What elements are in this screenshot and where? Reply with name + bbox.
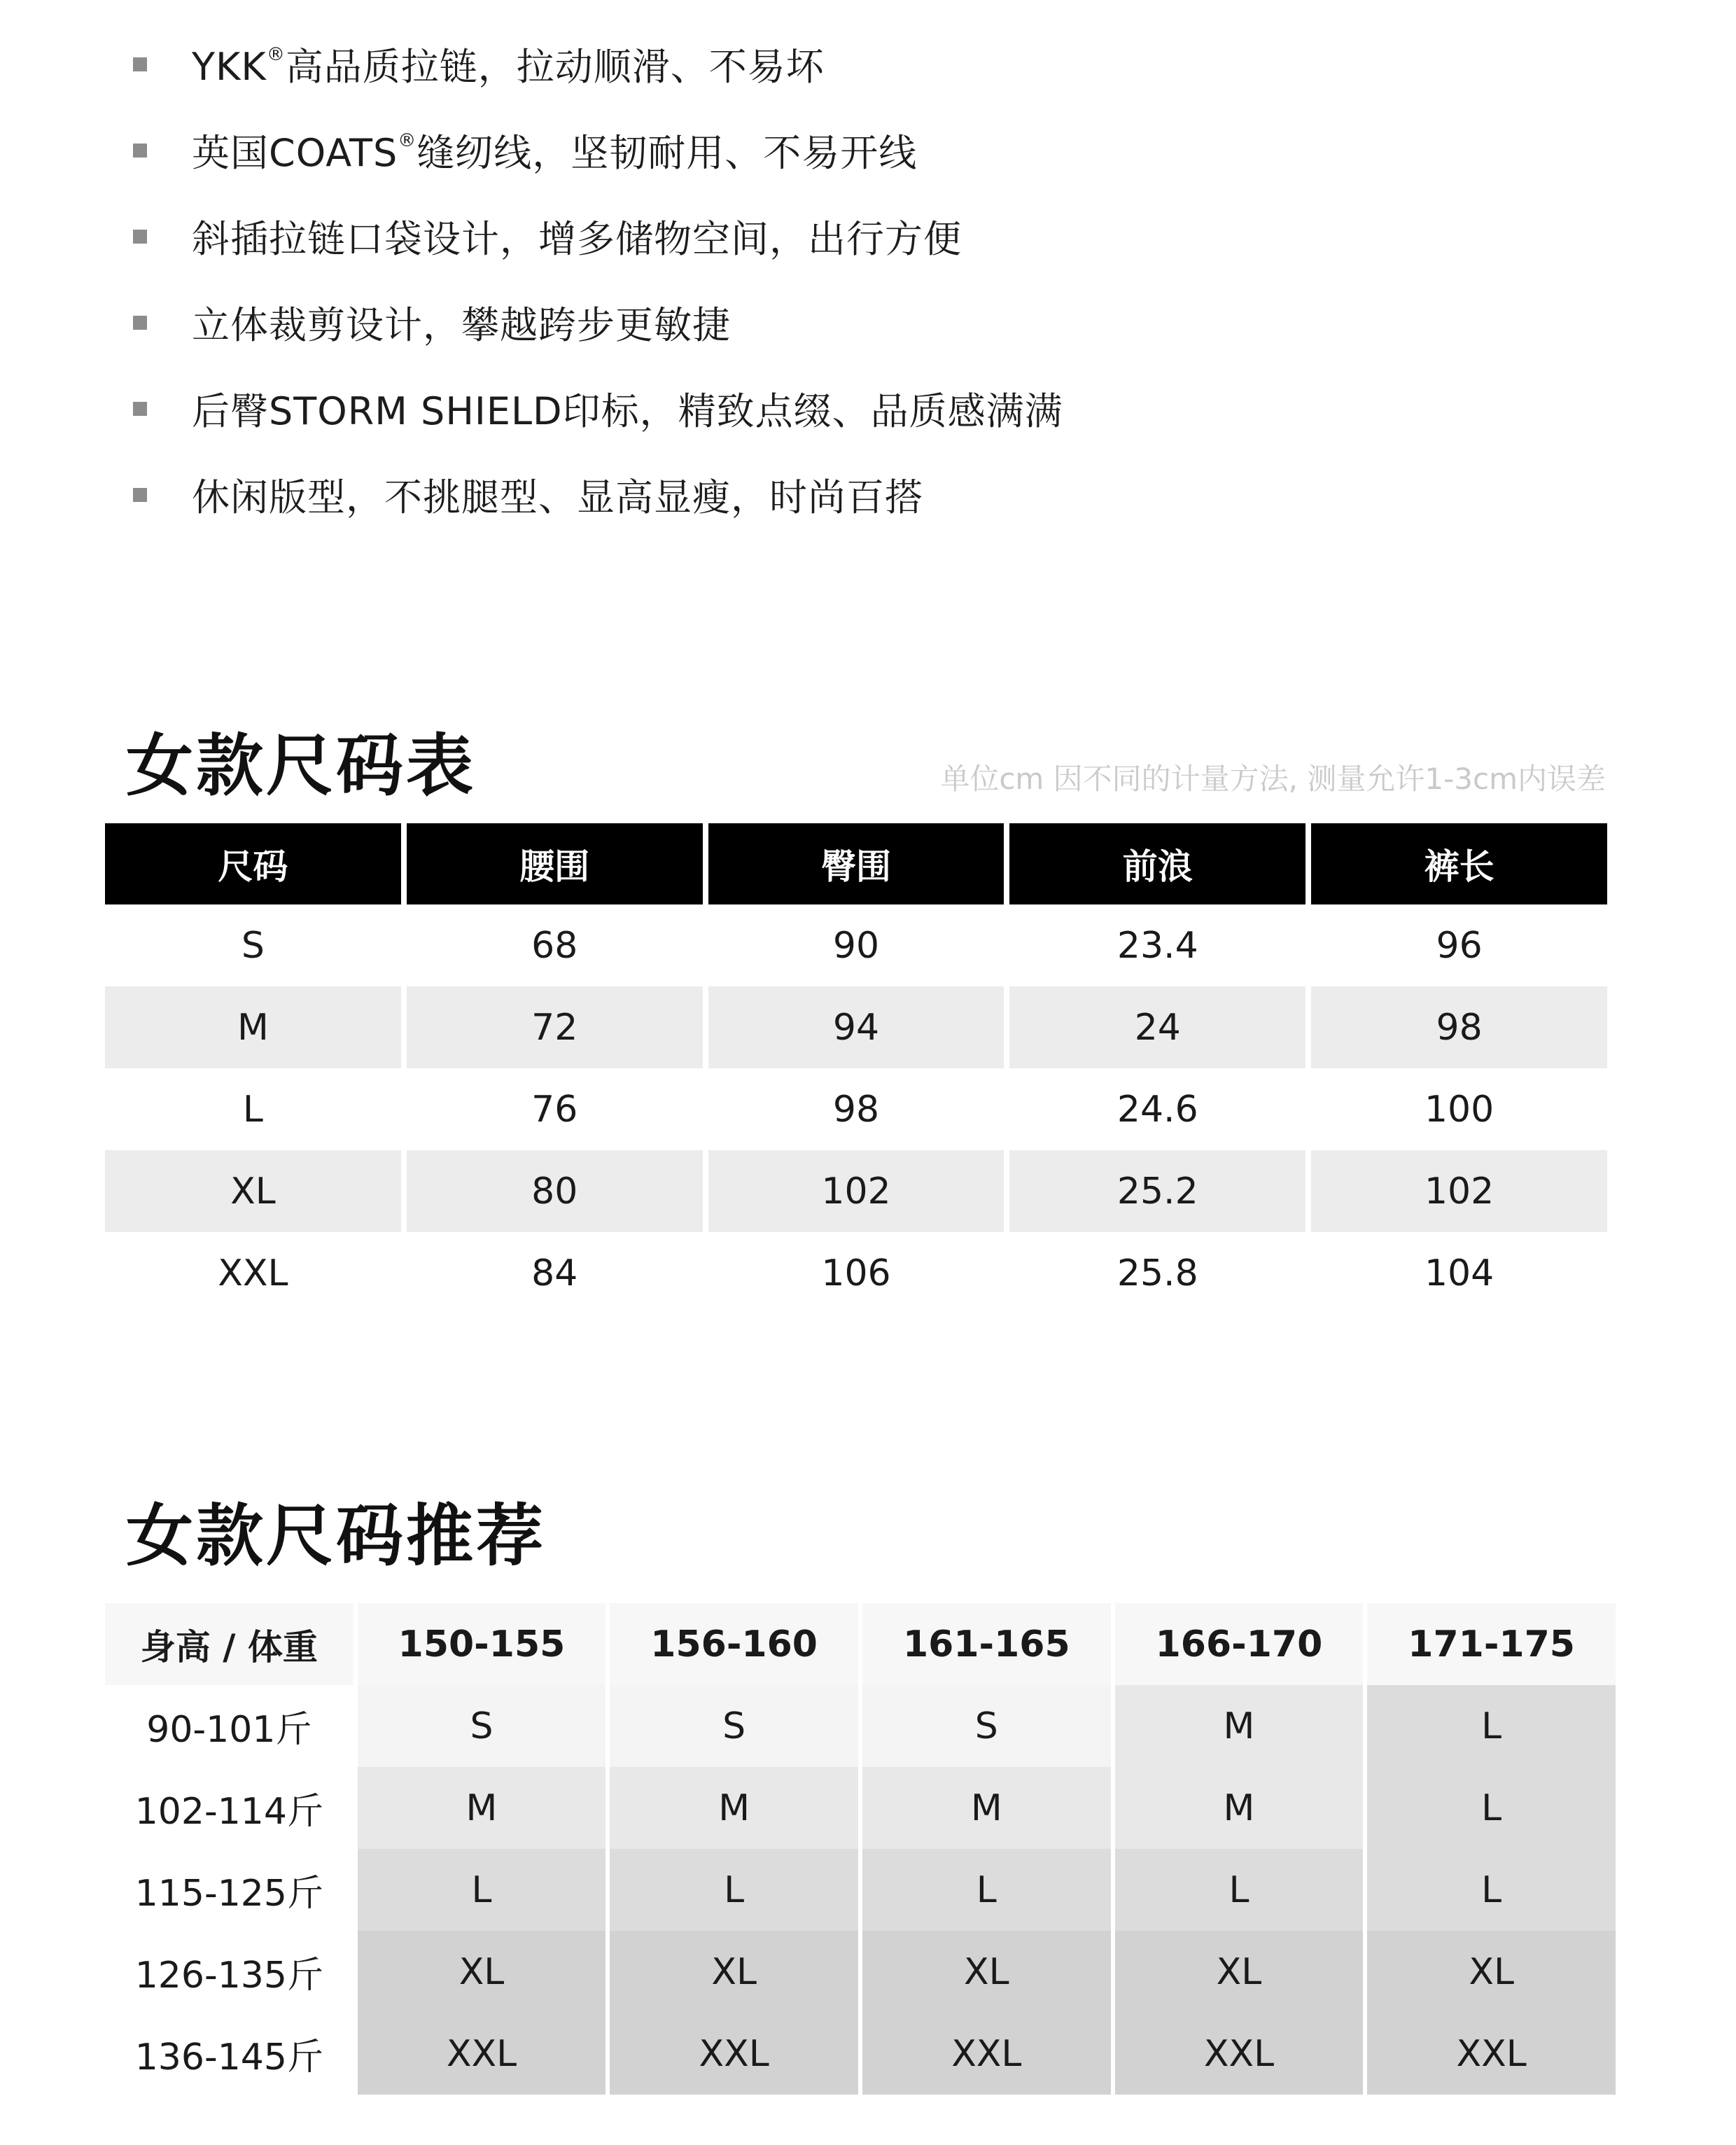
weight-label: 115-125斤 [105,1849,354,1931]
feature-item [130,365,1670,452]
height-header: 161-165 [862,1603,1111,1685]
size-cell: L [1367,1767,1616,1849]
cell: XXL [218,1252,288,1294]
cell: 23.4 [1116,924,1198,967]
weight-label: 136-145斤 [105,2013,354,2095]
table-row [105,1150,1607,1232]
table-row [105,1931,1616,2013]
cell: 80 [407,1150,703,1232]
size-cell: XXL [1115,2013,1364,2095]
size-chart-table [99,823,1613,1314]
cell: S [241,924,265,967]
size-cell: XL [1115,1931,1364,2013]
cell: 104 [1424,1252,1494,1294]
cell: 24 [1009,986,1306,1068]
feature-text: 斜插拉链口袋设计，增多储物空间，出行方便 [192,217,962,261]
cell: 94 [708,986,1004,1068]
table-row [105,1068,1607,1150]
feature-text: 后臀STORM SHIELD印标，精致点缀、品质感满满 [192,389,1063,433]
size-cell: M [1115,1685,1364,1767]
cell: 68 [531,924,578,967]
size-cell: S [358,1685,606,1767]
cell: XL [105,1150,401,1232]
cell: 98 [832,1088,880,1131]
height-header: 156-160 [610,1603,858,1685]
height-header: 166-170 [1115,1603,1364,1685]
size-cell: XXL [862,2013,1111,2095]
recommendation-header-row [105,1603,1616,1685]
recommendation-title: 女款尺码推荐 [126,1497,546,1575]
square-bullet-icon [133,230,147,244]
size-cell: XXL [1367,2013,1616,2095]
size-cell: L [1367,1849,1616,1931]
size-cell: L [1367,1685,1616,1767]
height-header: 150-155 [358,1603,606,1685]
feature-item [130,193,1670,279]
size-cell: S [610,1685,858,1767]
feature-item [130,452,1670,538]
weight-label: 90-101斤 [105,1685,354,1767]
size-cell: XXL [358,2013,606,2095]
table-row [105,986,1607,1068]
size-cell: L [610,1849,858,1931]
cell: 96 [1436,924,1483,967]
weight-label: 126-135斤 [105,1931,354,2013]
height-header: 171-175 [1367,1603,1616,1685]
unit-note: 单位cm 因不同的计量方法, 测量允许1-3cm内误差 [940,762,1606,796]
size-recommendation-table [101,1603,1620,2095]
cell: 25.2 [1009,1150,1306,1232]
feature-item [130,107,1670,193]
cell: 25.8 [1116,1252,1198,1294]
cell: M [105,986,401,1068]
square-bullet-icon [133,402,147,416]
size-cell: XL [862,1931,1111,2013]
size-cell: L [1115,1849,1364,1931]
cell: 100 [1424,1088,1494,1131]
header-length: 裤长 [1311,823,1607,904]
header-front-rise: 前浪 [1009,823,1306,904]
cell: 106 [821,1252,891,1294]
cell: 84 [531,1252,578,1294]
size-cell: L [862,1849,1111,1931]
size-cell: XXL [610,2013,858,2095]
size-chart-header-row [105,823,1607,904]
cell: 24.6 [1116,1088,1198,1131]
table-row [105,2013,1616,2095]
size-cell: M [358,1767,606,1849]
size-cell: XL [610,1931,858,2013]
cell: 102 [1311,1150,1607,1232]
feature-list [130,21,1670,538]
feature-text: 立体裁剪设计，攀越跨步更敏捷 [192,303,731,347]
size-cell: XL [358,1931,606,2013]
size-cell: L [358,1849,606,1931]
header-waist: 腰围 [407,823,703,904]
size-cell: M [610,1767,858,1849]
feature-text: YKK®高品质拉链，拉动顺滑、不易坏 [192,44,825,89]
table-row [105,904,1607,986]
height-weight-label: 身高 / 体重 [105,1603,354,1685]
square-bullet-icon [133,316,147,330]
cell: 72 [407,986,703,1068]
cell: 102 [708,1150,1004,1232]
table-row [105,1232,1607,1314]
size-chart-title: 女款尺码表 [126,727,476,805]
square-bullet-icon [133,57,147,71]
table-row [105,1767,1616,1849]
cell: 90 [832,924,880,967]
square-bullet-icon [133,144,147,158]
cell: 98 [1311,986,1607,1068]
table-row [105,1685,1616,1767]
header-hip: 臀围 [708,823,1004,904]
size-cell: M [862,1767,1111,1849]
weight-label: 102-114斤 [105,1767,354,1849]
feature-text: 休闲版型，不挑腿型、显高显瘦，时尚百搭 [192,475,923,519]
feature-text: 英国COATS®缝纫线，坚韧耐用、不易开线 [192,130,918,175]
cell: 76 [531,1088,578,1131]
header-size: 尺码 [105,823,401,904]
square-bullet-icon [133,488,147,502]
feature-item [130,21,1670,107]
size-cell: M [1115,1767,1364,1849]
feature-item [130,279,1670,365]
size-cell: S [862,1685,1111,1767]
size-cell: XL [1367,1931,1616,2013]
cell: L [242,1088,263,1131]
table-row [105,1849,1616,1931]
